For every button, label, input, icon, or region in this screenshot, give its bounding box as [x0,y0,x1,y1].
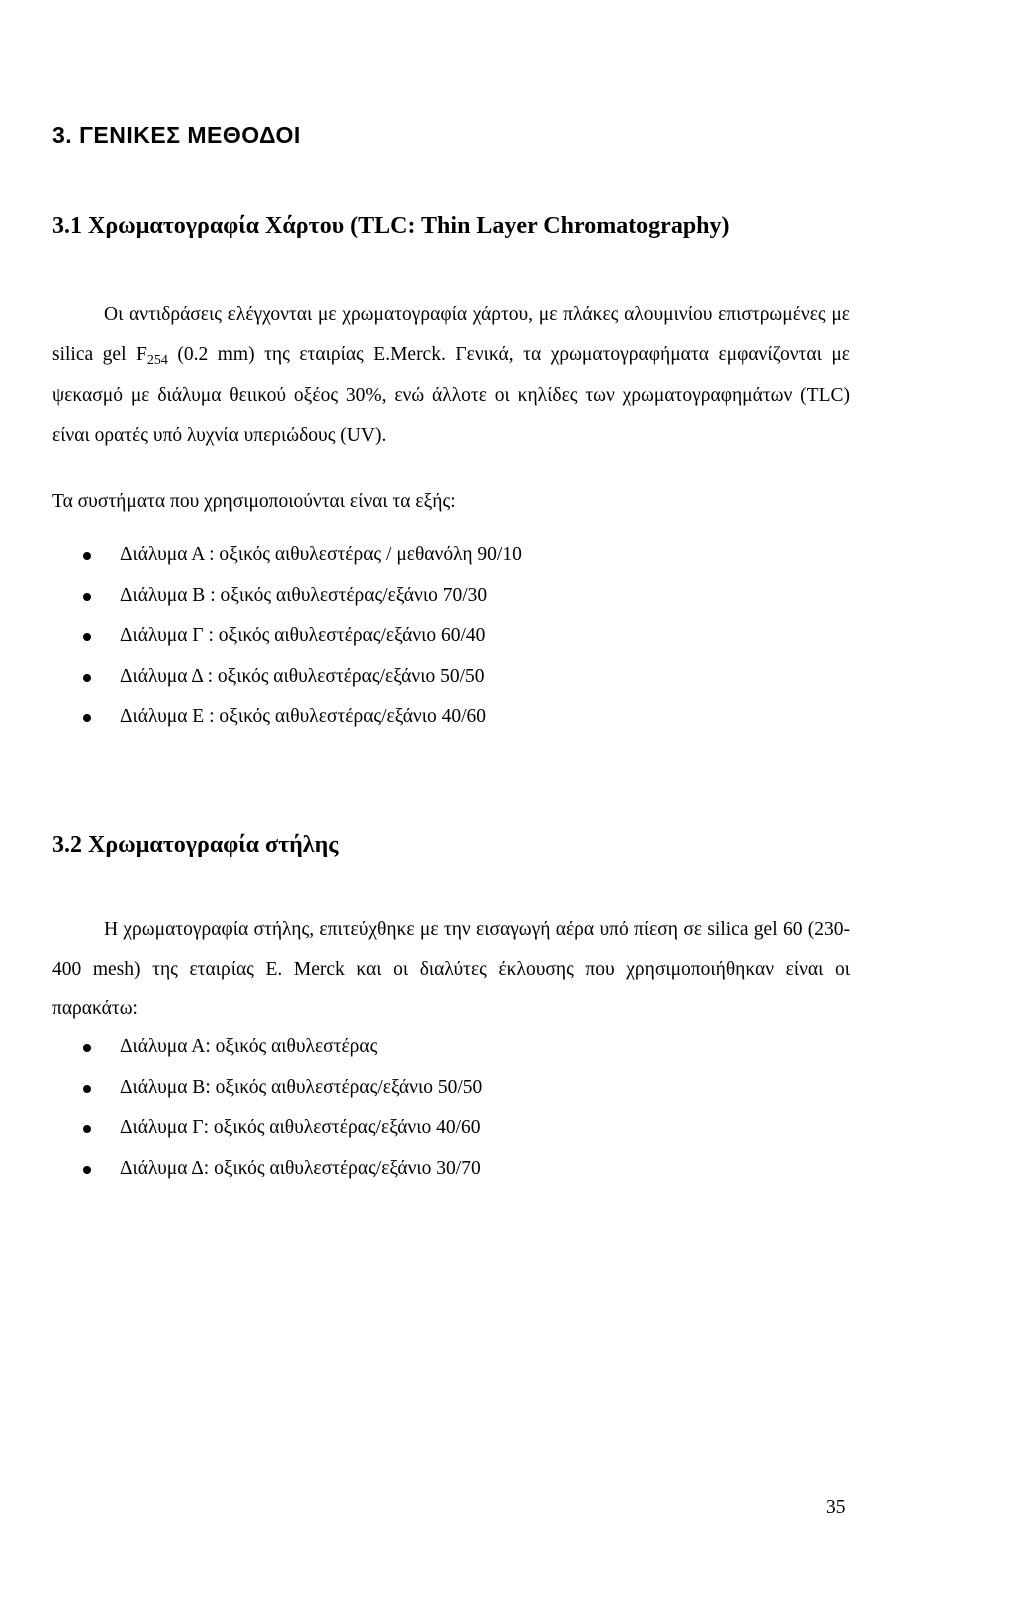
list-item: Διάλυμα Δ : οξικός αιθυλεστέρας/εξάνιο 50/50 [80,664,522,705]
section-title-column: 3.2 Χρωματογραφία στήλης [52,832,339,858]
paragraph-column-description: Η χρωματογραφία στήλης, επιτεύχθηκε με την εισαγωγή αέρα υπό πίεση σε silica gel 60 (230-400 mesh) της εταιρίας E. Merck και οι διαλύτες έκλουσης που χρησιμοποιήθηκαν είναι οι παρακάτω: [52,919,850,1019]
paragraph-tlc-subscript: 254 [146,352,168,368]
list-item: Διάλυμα Δ: οξικός αιθυλεστέρας/εξάνιο 30/70 [80,1156,482,1197]
paragraph-tlc-text-2: (0.2 mm) της εταιρίας E.Merck. Γενικά, τα χρωματογραφήματα εμφανίζονται με ψεκασμό με διάλυμα θειικού οξέος 30%, ενώ άλλοτε οι κηλίδες των χρωματογραφημάτων (TLC) είναι ορατές υπό λυχνία υπεριώδους (UV). [52,343,850,446]
paragraph-tlc-description [52,295,850,455]
section-title-tlc: 3.1 Χρωματογραφία Χάρτου (TLC: Thin Layer Chromatography) [52,213,730,239]
list-item: Διάλυμα Α: οξικός αιθυλεστέρας [80,1034,482,1075]
list-item: Διάλυμα Γ: οξικός αιθυλεστέρας/εξάνιο 40/60 [80,1115,482,1156]
list-item: Διάλυμα Β: οξικός αιθυλεστέρας/εξάνιο 50/50 [80,1075,482,1116]
eluents-list [80,1034,482,1196]
list-item: Διάλυμα Γ : οξικός αιθυλεστέρας/εξάνιο 60/40 [80,623,522,664]
page-number: 35 [826,1497,846,1518]
tlc-systems-list [80,542,522,745]
list-item: Διάλυμα Β : οξικός αιθυλεστέρας/εξάνιο 70/30 [80,583,522,624]
chapter-title: 3. ΓΕΝΙΚΕΣ ΜΕΘΟΔΟΙ [52,122,301,148]
list-item: Διάλυμα Α : οξικός αιθυλεστέρας / μεθανόλη 90/10 [80,542,522,583]
list-item: Διάλυμα Ε : οξικός αιθυλεστέρας/εξάνιο 40/60 [80,704,522,745]
systems-intro: Τα συστήματα που χρησιμοποιούνται είναι τα εξής: [52,491,456,512]
paragraph-tlc-text-1: Οι αντιδράσεις ελέγχονται με χρωματογραφία χάρτου, με πλάκες αλουμινίου επιστρωμένες με silica gel F [52,304,850,365]
